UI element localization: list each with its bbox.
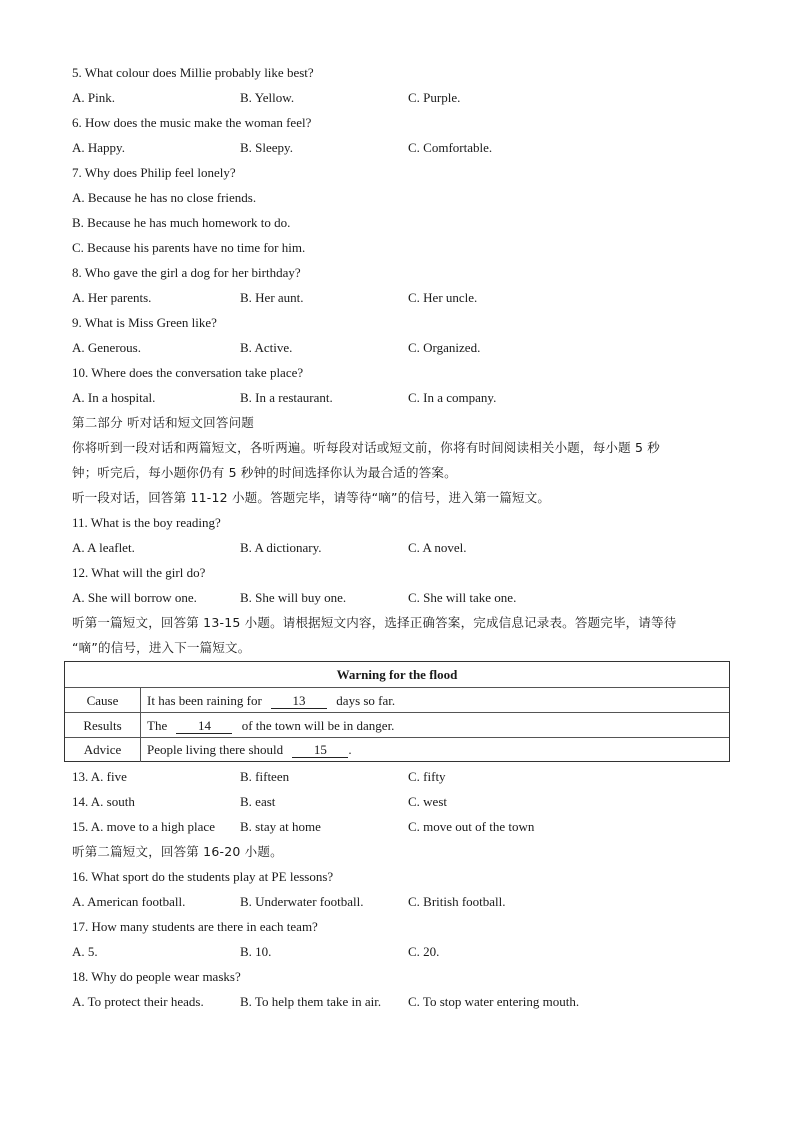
row-content xyxy=(147,688,395,713)
passage-1-intro-line-1: 听第一篇短文，回答第 13-15 小题。请根据短文内容，选择正确答案，完成信息记录表。答题完毕，请等待 xyxy=(72,615,677,630)
q16-option-a: A. American football. xyxy=(72,894,186,909)
q11-option-a: A. A leaflet. xyxy=(72,540,135,555)
q9-option-c: C. Organized. xyxy=(408,340,481,355)
q10-option-b: B. In a restaurant. xyxy=(240,390,333,405)
row-label: Cause xyxy=(65,688,141,713)
q15-option-a: 15. A. move to a high place xyxy=(72,819,215,834)
q18-option-c: C. To stop water entering mouth. xyxy=(408,994,580,1009)
table-title: Warning for the flood xyxy=(336,667,458,682)
dialog-intro: 听一段对话，回答第 11-12 小题。答题完毕，请等待“嘀”的信号，进入第一篇短文。 xyxy=(72,490,551,505)
q12-option-b: B. She will buy one. xyxy=(240,590,347,605)
question-7-stem: 7. Why does Philip feel lonely? xyxy=(72,165,236,180)
row-text-before: People living there should xyxy=(147,742,284,757)
q14-option-c: C. west xyxy=(408,794,447,809)
q14-option-a: 14. A. south xyxy=(72,794,135,809)
row-text-before: It has been raining for xyxy=(147,693,262,708)
section-instructions-line-2: 钟；听完后，每小题你仍有 5 秒钟的时间选择你认为最合适的答案。 xyxy=(72,465,457,480)
q13-option-a: 13. A. five xyxy=(72,769,127,784)
question-8-stem: 8. Who gave the girl a dog for her birthday? xyxy=(72,265,301,280)
row-content xyxy=(147,713,394,738)
question-9-stem: 9. What is Miss Green like? xyxy=(72,315,217,330)
q10-option-c: C. In a company. xyxy=(408,390,497,405)
q7-option-a: A. Because he has no close friends. xyxy=(72,190,257,205)
q12-option-c: C. She will take one. xyxy=(408,590,517,605)
q18-option-a: A. To protect their heads. xyxy=(72,994,204,1009)
question-18-stem: 18. Why do people wear masks? xyxy=(72,969,241,984)
q9-option-b: B. Active. xyxy=(240,340,293,355)
q18-option-b: B. To help them take in air. xyxy=(240,994,382,1009)
flood-warning-table xyxy=(64,661,730,762)
q17-option-b: B. 10. xyxy=(240,944,272,959)
q16-option-b: B. Underwater football. xyxy=(240,894,364,909)
q14-option-b: B. east xyxy=(240,794,276,809)
q17-option-a: A. 5. xyxy=(72,944,98,959)
table-row xyxy=(65,712,729,738)
q10-option-a: A. In a hospital. xyxy=(72,390,156,405)
passage-2-intro: 听第二篇短文，回答第 16-20 小题。 xyxy=(72,844,283,859)
q7-option-c: C. Because his parents have no time for him. xyxy=(72,240,306,255)
q13-option-b: B. fifteen xyxy=(240,769,290,784)
q12-option-a: A. She will borrow one. xyxy=(72,590,197,605)
question-6-stem: 6. How does the music make the woman feel? xyxy=(72,115,312,130)
table-row xyxy=(65,737,729,762)
question-17-stem: 17. How many students are there in each team? xyxy=(72,919,318,934)
q11-option-b: B. A dictionary. xyxy=(240,540,322,555)
row-label: Results xyxy=(65,713,141,738)
question-5-stem: 5. What colour does Millie probably like best? xyxy=(72,65,314,80)
q5-option-c: C. Purple. xyxy=(408,90,461,105)
q5-option-a: A. Pink. xyxy=(72,90,115,105)
q6-option-b: B. Sleepy. xyxy=(240,140,293,155)
q8-option-a: A. Her parents. xyxy=(72,290,152,305)
question-16-stem: 16. What sport do the students play at PE lessons? xyxy=(72,869,334,884)
q13-option-c: C. fifty xyxy=(408,769,446,784)
row-text-after: days so far. xyxy=(336,693,396,708)
row-text-after: of the town will be in danger. xyxy=(241,718,395,733)
row-content xyxy=(147,738,352,762)
q15-option-c: C. move out of the town xyxy=(408,819,535,834)
q16-option-c: C. British football. xyxy=(408,894,506,909)
row-text-after: . xyxy=(348,742,352,757)
q8-option-b: B. Her aunt. xyxy=(240,290,304,305)
question-12-stem: 12. What will the girl do? xyxy=(72,565,206,580)
q17-option-c: C. 20. xyxy=(408,944,440,959)
section-heading: 第二部分 听对话和短文回答问题 xyxy=(72,415,254,430)
q6-option-a: A. Happy. xyxy=(72,140,125,155)
section-instructions-line-1: 你将听到一段对话和两篇短文，各听两遍。听每段对话或短文前，你将有时间阅读相关小题，每小题 5 秒 xyxy=(72,440,661,455)
q11-option-c: C. A novel. xyxy=(408,540,467,555)
answer-blank-13[interactable]: 13 xyxy=(271,693,327,709)
q15-option-b: B. stay at home xyxy=(240,819,321,834)
q9-option-a: A. Generous. xyxy=(72,340,141,355)
row-text-before: The xyxy=(147,718,168,733)
q8-option-c: C. Her uncle. xyxy=(408,290,478,305)
answer-blank-14[interactable]: 14 xyxy=(176,718,232,734)
answer-blank-15[interactable]: 15 xyxy=(292,742,348,758)
passage-1-intro-line-2: “嘀”的信号，进入下一篇短文。 xyxy=(72,640,251,655)
q5-option-b: B. Yellow. xyxy=(240,90,295,105)
row-label: Advice xyxy=(65,738,141,762)
q7-option-b: B. Because he has much homework to do. xyxy=(72,215,291,230)
question-10-stem: 10. Where does the conversation take place? xyxy=(72,365,304,380)
question-11-stem: 11. What is the boy reading? xyxy=(72,515,221,530)
table-row xyxy=(65,687,729,713)
q6-option-c: C. Comfortable. xyxy=(408,140,493,155)
